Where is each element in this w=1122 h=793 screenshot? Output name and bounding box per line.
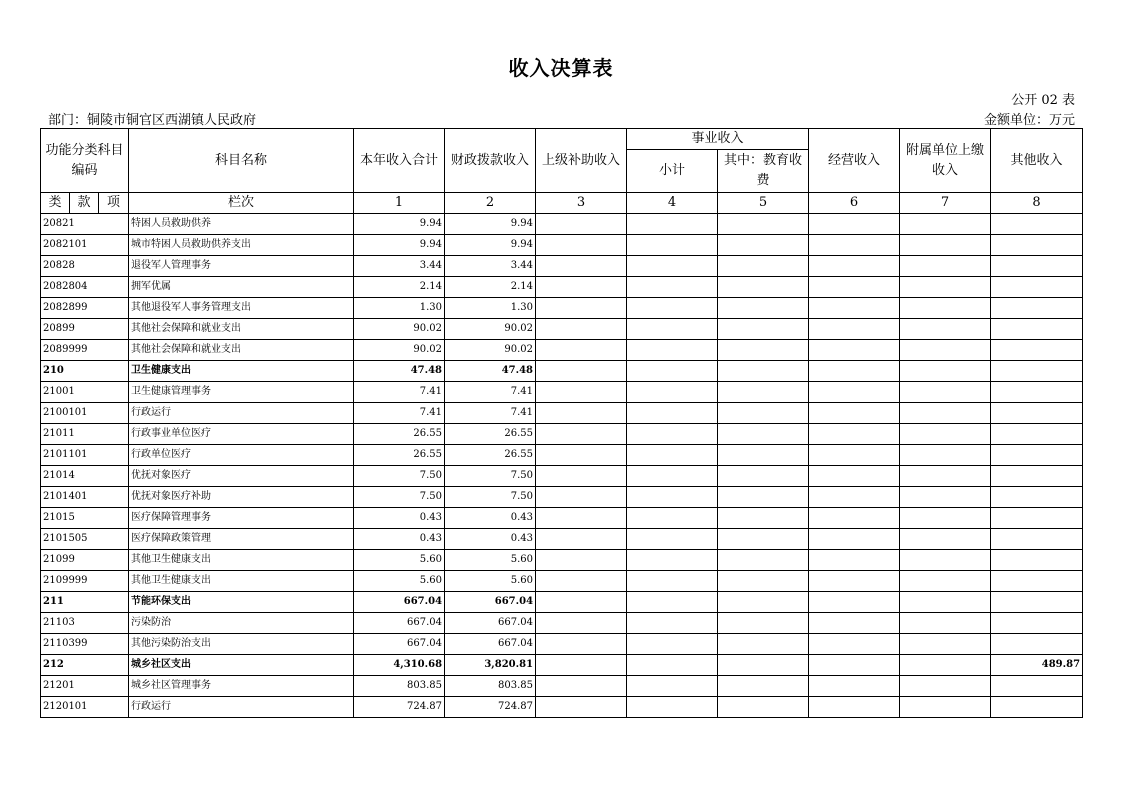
row-affiliate — [900, 487, 991, 508]
row-affiliate — [900, 613, 991, 634]
row-fiscal: 667.04 — [445, 613, 536, 634]
row-operating — [809, 550, 900, 571]
row-subsidy — [536, 277, 627, 298]
col-number: 1 — [354, 193, 445, 214]
row-name: 其他社会保障和就业支出 — [129, 319, 354, 340]
table-row — [41, 508, 1083, 529]
row-business-edu — [718, 592, 809, 613]
row-operating — [809, 613, 900, 634]
page-title: 收入决算表 — [508, 56, 614, 80]
header-lei: 类 — [41, 193, 70, 214]
header-total: 本年收入合计 — [354, 129, 445, 193]
row-other — [991, 382, 1083, 403]
row-business-edu — [718, 256, 809, 277]
row-business-edu — [718, 550, 809, 571]
row-business-subtotal — [627, 382, 718, 403]
header-name: 科目名称 — [129, 129, 354, 193]
row-affiliate — [900, 403, 991, 424]
row-business-subtotal — [627, 361, 718, 382]
row-fiscal: 667.04 — [445, 592, 536, 613]
row-business-edu — [718, 634, 809, 655]
table-body — [41, 214, 1083, 718]
row-business-edu — [718, 487, 809, 508]
row-fiscal: 7.41 — [445, 403, 536, 424]
col-number: 2 — [445, 193, 536, 214]
row-total: 26.55 — [354, 445, 445, 466]
row-affiliate — [900, 424, 991, 445]
row-name: 城市特困人员救助供养支出 — [129, 235, 354, 256]
table-row — [41, 403, 1083, 424]
row-fiscal: 5.60 — [445, 550, 536, 571]
row-subsidy — [536, 403, 627, 424]
row-other — [991, 445, 1083, 466]
row-code: 2110399 — [41, 634, 129, 655]
row-affiliate — [900, 634, 991, 655]
row-business-edu — [718, 466, 809, 487]
row-operating — [809, 235, 900, 256]
col-number: 8 — [991, 193, 1083, 214]
row-code: 21011 — [41, 424, 129, 445]
row-operating — [809, 697, 900, 718]
row-subsidy — [536, 550, 627, 571]
row-name: 卫生健康管理事务 — [129, 382, 354, 403]
row-other — [991, 235, 1083, 256]
row-operating — [809, 508, 900, 529]
row-business-subtotal — [627, 340, 718, 361]
row-business-subtotal — [627, 298, 718, 319]
row-code: 20899 — [41, 319, 129, 340]
row-name: 优抚对象医疗 — [129, 466, 354, 487]
row-operating — [809, 466, 900, 487]
row-operating — [809, 571, 900, 592]
row-other — [991, 256, 1083, 277]
row-name: 其他卫生健康支出 — [129, 550, 354, 571]
row-code: 2089999 — [41, 340, 129, 361]
row-business-subtotal — [627, 277, 718, 298]
row-name: 退役军人管理事务 — [129, 256, 354, 277]
row-total: 803.85 — [354, 676, 445, 697]
row-business-subtotal — [627, 676, 718, 697]
row-code: 2101401 — [41, 487, 129, 508]
row-operating — [809, 319, 900, 340]
row-code: 212 — [41, 655, 129, 676]
row-subsidy — [536, 340, 627, 361]
row-total: 90.02 — [354, 340, 445, 361]
row-fiscal: 7.41 — [445, 382, 536, 403]
row-business-edu — [718, 403, 809, 424]
row-business-edu — [718, 235, 809, 256]
row-total: 7.41 — [354, 403, 445, 424]
table-row — [41, 592, 1083, 613]
header-business-subtotal: 小计 — [627, 150, 718, 193]
row-affiliate — [900, 298, 991, 319]
row-other — [991, 676, 1083, 697]
row-business-edu — [718, 571, 809, 592]
row-name: 医疗保障政策管理 — [129, 529, 354, 550]
header-other: 其他收入 — [991, 129, 1083, 193]
row-other — [991, 529, 1083, 550]
row-subsidy — [536, 655, 627, 676]
form-number: 公开 02 表 — [1011, 93, 1075, 108]
row-business-edu — [718, 613, 809, 634]
row-other — [991, 592, 1083, 613]
row-other — [991, 340, 1083, 361]
row-business-edu — [718, 508, 809, 529]
table-row — [41, 235, 1083, 256]
row-operating — [809, 382, 900, 403]
row-fiscal: 7.50 — [445, 487, 536, 508]
row-operating — [809, 340, 900, 361]
row-total: 26.55 — [354, 424, 445, 445]
table-row — [41, 676, 1083, 697]
row-affiliate — [900, 214, 991, 235]
row-total: 90.02 — [354, 319, 445, 340]
table-row — [41, 550, 1083, 571]
row-subsidy — [536, 508, 627, 529]
header-business-edu: 其中：教育收费 — [718, 150, 809, 193]
row-other — [991, 487, 1083, 508]
row-subsidy — [536, 571, 627, 592]
row-affiliate — [900, 382, 991, 403]
row-name: 医疗保障管理事务 — [129, 508, 354, 529]
table-row — [41, 382, 1083, 403]
row-subsidy — [536, 676, 627, 697]
row-name: 行政单位医疗 — [129, 445, 354, 466]
row-code: 21014 — [41, 466, 129, 487]
row-subsidy — [536, 613, 627, 634]
header-lanci: 栏次 — [129, 193, 354, 214]
row-affiliate — [900, 277, 991, 298]
row-code: 210 — [41, 361, 129, 382]
row-name: 优抚对象医疗补助 — [129, 487, 354, 508]
col-number: 7 — [900, 193, 991, 214]
col-number: 6 — [809, 193, 900, 214]
row-affiliate — [900, 466, 991, 487]
row-total: 3.44 — [354, 256, 445, 277]
row-business-subtotal — [627, 403, 718, 424]
row-affiliate — [900, 592, 991, 613]
row-subsidy — [536, 487, 627, 508]
row-business-subtotal — [627, 508, 718, 529]
row-total: 7.50 — [354, 466, 445, 487]
row-other — [991, 571, 1083, 592]
row-code: 21099 — [41, 550, 129, 571]
row-code: 21103 — [41, 613, 129, 634]
row-other: 489.87 — [991, 655, 1083, 676]
row-other — [991, 508, 1083, 529]
row-fiscal: 90.02 — [445, 319, 536, 340]
row-name: 行政事业单位医疗 — [129, 424, 354, 445]
row-operating — [809, 424, 900, 445]
row-total: 0.43 — [354, 529, 445, 550]
row-operating — [809, 298, 900, 319]
row-name: 城乡社区管理事务 — [129, 676, 354, 697]
row-fiscal: 0.43 — [445, 508, 536, 529]
row-code: 2100101 — [41, 403, 129, 424]
row-total: 7.41 — [354, 382, 445, 403]
header-business: 事业收入 — [627, 129, 809, 150]
row-operating — [809, 676, 900, 697]
row-affiliate — [900, 319, 991, 340]
row-business-edu — [718, 277, 809, 298]
row-subsidy — [536, 424, 627, 445]
row-subsidy — [536, 382, 627, 403]
row-affiliate — [900, 508, 991, 529]
row-code: 20821 — [41, 214, 129, 235]
row-business-edu — [718, 214, 809, 235]
row-fiscal: 0.43 — [445, 529, 536, 550]
row-business-edu — [718, 676, 809, 697]
row-business-edu — [718, 382, 809, 403]
row-total: 2.14 — [354, 277, 445, 298]
row-name: 节能环保支出 — [129, 592, 354, 613]
row-operating — [809, 529, 900, 550]
row-business-subtotal — [627, 592, 718, 613]
row-other — [991, 550, 1083, 571]
row-other — [991, 277, 1083, 298]
header-operating: 经营收入 — [809, 129, 900, 193]
row-code: 21201 — [41, 676, 129, 697]
row-name: 拥军优属 — [129, 277, 354, 298]
row-subsidy — [536, 445, 627, 466]
row-business-edu — [718, 697, 809, 718]
row-affiliate — [900, 529, 991, 550]
row-business-subtotal — [627, 319, 718, 340]
row-fiscal: 9.94 — [445, 235, 536, 256]
row-fiscal: 26.55 — [445, 424, 536, 445]
row-total: 5.60 — [354, 550, 445, 571]
row-fiscal: 7.50 — [445, 466, 536, 487]
row-business-edu — [718, 361, 809, 382]
table-row — [41, 361, 1083, 382]
row-other — [991, 424, 1083, 445]
row-code: 2109999 — [41, 571, 129, 592]
row-name: 污染防治 — [129, 613, 354, 634]
row-fiscal: 724.87 — [445, 697, 536, 718]
table-row — [41, 277, 1083, 298]
row-other — [991, 214, 1083, 235]
table-row — [41, 613, 1083, 634]
row-code: 2120101 — [41, 697, 129, 718]
row-code: 21015 — [41, 508, 129, 529]
header-fiscal: 财政拨款收入 — [445, 129, 536, 193]
row-name: 其他污染防治支出 — [129, 634, 354, 655]
row-business-subtotal — [627, 697, 718, 718]
table-row — [41, 256, 1083, 277]
row-subsidy — [536, 697, 627, 718]
row-business-edu — [718, 655, 809, 676]
row-affiliate — [900, 571, 991, 592]
income-table — [40, 128, 1083, 718]
row-subsidy — [536, 592, 627, 613]
row-operating — [809, 634, 900, 655]
row-other — [991, 697, 1083, 718]
row-name: 其他退役军人事务管理支出 — [129, 298, 354, 319]
row-business-subtotal — [627, 571, 718, 592]
table-row — [41, 697, 1083, 718]
row-name: 特困人员救助供养 — [129, 214, 354, 235]
header-subsidy: 上级补助收入 — [536, 129, 627, 193]
row-business-edu — [718, 319, 809, 340]
row-affiliate — [900, 550, 991, 571]
row-operating — [809, 487, 900, 508]
row-fiscal: 47.48 — [445, 361, 536, 382]
row-total: 667.04 — [354, 613, 445, 634]
row-total: 1.30 — [354, 298, 445, 319]
row-business-subtotal — [627, 256, 718, 277]
table-row — [41, 655, 1083, 676]
row-other — [991, 466, 1083, 487]
row-other — [991, 613, 1083, 634]
row-fiscal: 3.44 — [445, 256, 536, 277]
row-operating — [809, 214, 900, 235]
row-total: 4,310.68 — [354, 655, 445, 676]
row-code: 20828 — [41, 256, 129, 277]
col-number: 5 — [718, 193, 809, 214]
row-subsidy — [536, 466, 627, 487]
row-operating — [809, 361, 900, 382]
row-other — [991, 298, 1083, 319]
row-fiscal: 5.60 — [445, 571, 536, 592]
row-business-subtotal — [627, 466, 718, 487]
table-row — [41, 445, 1083, 466]
row-total: 7.50 — [354, 487, 445, 508]
row-affiliate — [900, 235, 991, 256]
row-name: 卫生健康支出 — [129, 361, 354, 382]
row-subsidy — [536, 214, 627, 235]
row-business-subtotal — [627, 550, 718, 571]
row-other — [991, 319, 1083, 340]
row-affiliate — [900, 361, 991, 382]
row-affiliate — [900, 676, 991, 697]
table-row — [41, 529, 1083, 550]
row-operating — [809, 256, 900, 277]
row-subsidy — [536, 634, 627, 655]
row-total: 5.60 — [354, 571, 445, 592]
row-fiscal: 2.14 — [445, 277, 536, 298]
row-business-subtotal — [627, 529, 718, 550]
row-business-subtotal — [627, 235, 718, 256]
table-row — [41, 634, 1083, 655]
row-subsidy — [536, 298, 627, 319]
table-row — [41, 424, 1083, 445]
table-row — [41, 214, 1083, 235]
row-code: 211 — [41, 592, 129, 613]
row-business-edu — [718, 424, 809, 445]
header-xiang: 项 — [99, 193, 129, 214]
row-business-subtotal — [627, 424, 718, 445]
row-business-subtotal — [627, 634, 718, 655]
row-subsidy — [536, 361, 627, 382]
row-subsidy — [536, 235, 627, 256]
row-total: 0.43 — [354, 508, 445, 529]
row-total: 667.04 — [354, 634, 445, 655]
row-total: 47.48 — [354, 361, 445, 382]
row-code: 21001 — [41, 382, 129, 403]
row-business-edu — [718, 529, 809, 550]
row-total: 9.94 — [354, 214, 445, 235]
col-number: 3 — [536, 193, 627, 214]
table-row — [41, 466, 1083, 487]
row-fiscal: 90.02 — [445, 340, 536, 361]
row-other — [991, 361, 1083, 382]
row-affiliate — [900, 340, 991, 361]
row-affiliate — [900, 655, 991, 676]
department-label: 部门：铜陵市铜官区西湖镇人民政府 — [48, 113, 257, 128]
row-code: 2101505 — [41, 529, 129, 550]
row-name: 城乡社区支出 — [129, 655, 354, 676]
table-row — [41, 319, 1083, 340]
row-fiscal: 667.04 — [445, 634, 536, 655]
row-fiscal: 1.30 — [445, 298, 536, 319]
row-total: 724.87 — [354, 697, 445, 718]
row-code: 2082899 — [41, 298, 129, 319]
row-subsidy — [536, 529, 627, 550]
row-business-subtotal — [627, 613, 718, 634]
row-business-edu — [718, 340, 809, 361]
row-fiscal: 26.55 — [445, 445, 536, 466]
row-total: 667.04 — [354, 592, 445, 613]
table-row — [41, 298, 1083, 319]
row-fiscal: 9.94 — [445, 214, 536, 235]
row-name: 其他社会保障和就业支出 — [129, 340, 354, 361]
row-fiscal: 3,820.81 — [445, 655, 536, 676]
row-affiliate — [900, 256, 991, 277]
row-name: 其他卫生健康支出 — [129, 571, 354, 592]
row-operating — [809, 445, 900, 466]
row-operating — [809, 592, 900, 613]
row-other — [991, 403, 1083, 424]
row-business-edu — [718, 298, 809, 319]
table-row — [41, 340, 1083, 361]
row-operating — [809, 403, 900, 424]
row-subsidy — [536, 319, 627, 340]
row-business-subtotal — [627, 445, 718, 466]
row-name: 行政运行 — [129, 697, 354, 718]
table-row — [41, 487, 1083, 508]
row-fiscal: 803.85 — [445, 676, 536, 697]
header-kuan: 款 — [70, 193, 99, 214]
row-subsidy — [536, 256, 627, 277]
row-name: 行政运行 — [129, 403, 354, 424]
row-code: 2101101 — [41, 445, 129, 466]
row-total: 9.94 — [354, 235, 445, 256]
row-operating — [809, 277, 900, 298]
header-code: 功能分类科目编码 — [41, 129, 129, 193]
row-affiliate — [900, 445, 991, 466]
row-business-edu — [718, 445, 809, 466]
table-row — [41, 571, 1083, 592]
row-code: 2082804 — [41, 277, 129, 298]
row-code: 2082101 — [41, 235, 129, 256]
row-other — [991, 634, 1083, 655]
row-business-subtotal — [627, 487, 718, 508]
row-operating — [809, 655, 900, 676]
row-business-subtotal — [627, 655, 718, 676]
col-number: 4 — [627, 193, 718, 214]
header-affiliate: 附属单位上缴收入 — [900, 129, 991, 193]
amount-unit-label: 金额单位：万元 — [983, 113, 1075, 128]
row-business-subtotal — [627, 214, 718, 235]
row-affiliate — [900, 697, 991, 718]
